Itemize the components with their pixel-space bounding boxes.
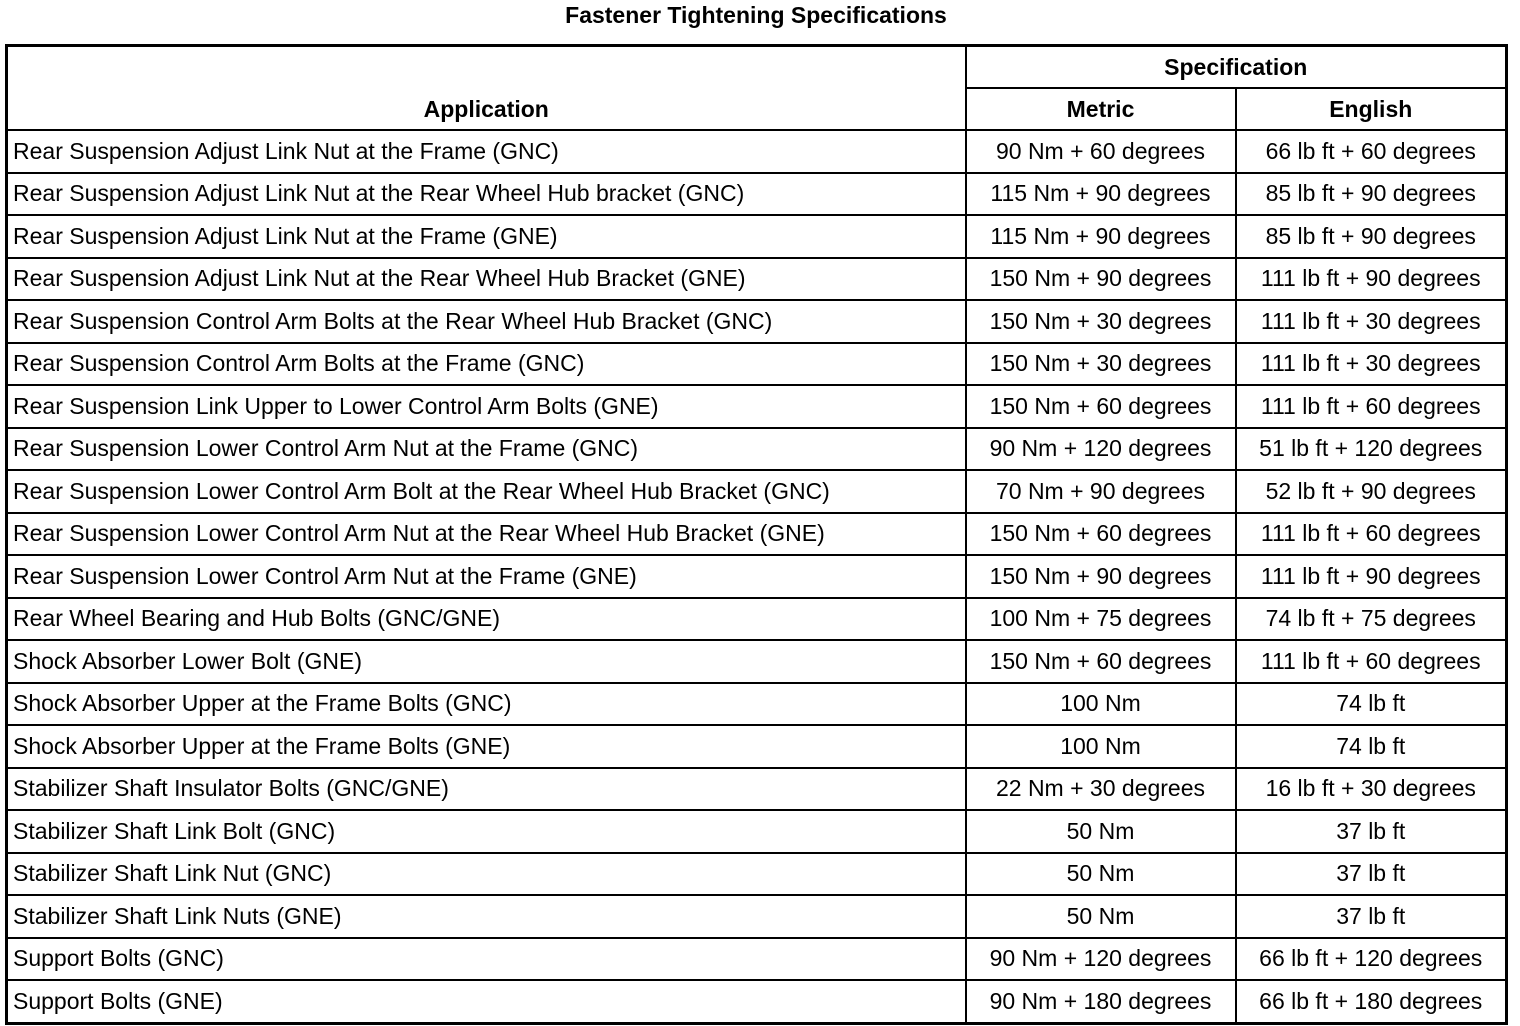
metric-cell: 150 Nm + 90 degrees (966, 258, 1236, 301)
application-cell: Support Bolts (GNC) (7, 938, 966, 981)
english-cell: 66 lb ft + 180 degrees (1236, 980, 1507, 1023)
application-cell: Rear Suspension Lower Control Arm Nut at the Frame (GNC) (7, 428, 966, 471)
header-specification: Specification (966, 46, 1507, 89)
application-cell: Shock Absorber Upper at the Frame Bolts (GNC) (7, 683, 966, 726)
metric-cell: 90 Nm + 120 degrees (966, 428, 1236, 471)
application-cell: Stabilizer Shaft Insulator Bolts (GNC/GNE) (7, 768, 966, 811)
metric-cell: 150 Nm + 60 degrees (966, 640, 1236, 683)
english-cell: 66 lb ft + 120 degrees (1236, 938, 1507, 981)
table-row (7, 980, 1507, 1023)
application-cell: Rear Suspension Adjust Link Nut at the Rear Wheel Hub Bracket (GNE) (7, 258, 966, 301)
table-row (7, 640, 1507, 683)
metric-cell: 90 Nm + 120 degrees (966, 938, 1236, 981)
table-row (7, 428, 1507, 471)
metric-cell: 100 Nm + 75 degrees (966, 598, 1236, 641)
application-cell: Rear Suspension Control Arm Bolts at the Rear Wheel Hub Bracket (GNC) (7, 300, 966, 343)
english-cell: 74 lb ft (1236, 725, 1507, 768)
english-cell: 74 lb ft + 75 degrees (1236, 598, 1507, 641)
metric-cell: 150 Nm + 90 degrees (966, 555, 1236, 598)
application-cell: Stabilizer Shaft Link Bolt (GNC) (7, 810, 966, 853)
english-cell: 51 lb ft + 120 degrees (1236, 428, 1507, 471)
english-cell: 111 lb ft + 30 degrees (1236, 300, 1507, 343)
table-row (7, 683, 1507, 726)
english-cell: 37 lb ft (1236, 853, 1507, 896)
application-cell: Support Bolts (GNE) (7, 980, 966, 1023)
application-cell: Shock Absorber Upper at the Frame Bolts (GNE) (7, 725, 966, 768)
header-metric: Metric (966, 88, 1236, 130)
table-row (7, 810, 1507, 853)
metric-cell: 115 Nm + 90 degrees (966, 173, 1236, 216)
application-cell: Rear Suspension Adjust Link Nut at the Rear Wheel Hub bracket (GNC) (7, 173, 966, 216)
english-cell: 111 lb ft + 30 degrees (1236, 343, 1507, 386)
english-cell: 16 lb ft + 30 degrees (1236, 768, 1507, 811)
table-row (7, 130, 1507, 173)
english-cell: 111 lb ft + 60 degrees (1236, 385, 1507, 428)
application-cell: Rear Suspension Lower Control Arm Nut at the Rear Wheel Hub Bracket (GNE) (7, 513, 966, 556)
header-row-top (7, 46, 1507, 89)
english-cell: 37 lb ft (1236, 895, 1507, 938)
english-cell: 111 lb ft + 90 degrees (1236, 555, 1507, 598)
metric-cell: 150 Nm + 60 degrees (966, 513, 1236, 556)
application-cell: Rear Suspension Lower Control Arm Nut at the Frame (GNE) (7, 555, 966, 598)
english-cell: 85 lb ft + 90 degrees (1236, 173, 1507, 216)
application-cell: Stabilizer Shaft Link Nut (GNC) (7, 853, 966, 896)
application-cell: Shock Absorber Lower Bolt (GNE) (7, 640, 966, 683)
table-row (7, 343, 1507, 386)
table-row (7, 768, 1507, 811)
application-cell: Rear Suspension Adjust Link Nut at the Frame (GNC) (7, 130, 966, 173)
metric-cell: 115 Nm + 90 degrees (966, 215, 1236, 258)
english-cell: 111 lb ft + 60 degrees (1236, 640, 1507, 683)
application-cell: Rear Suspension Lower Control Arm Bolt at the Rear Wheel Hub Bracket (GNC) (7, 470, 966, 513)
table-row (7, 895, 1507, 938)
table-row (7, 725, 1507, 768)
table-row (7, 385, 1507, 428)
application-cell: Rear Suspension Adjust Link Nut at the Frame (GNE) (7, 215, 966, 258)
english-cell: 52 lb ft + 90 degrees (1236, 470, 1507, 513)
metric-cell: 100 Nm (966, 683, 1236, 726)
header-english: English (1236, 88, 1507, 130)
metric-cell: 150 Nm + 30 degrees (966, 300, 1236, 343)
application-cell: Rear Suspension Link Upper to Lower Control Arm Bolts (GNE) (7, 385, 966, 428)
metric-cell: 150 Nm + 30 degrees (966, 343, 1236, 386)
table-row (7, 173, 1507, 216)
fastener-spec-table (5, 44, 1508, 1025)
metric-cell: 50 Nm (966, 810, 1236, 853)
table-body (7, 130, 1507, 1023)
table-row (7, 513, 1507, 556)
table-row (7, 853, 1507, 896)
table-row (7, 258, 1507, 301)
english-cell: 74 lb ft (1236, 683, 1507, 726)
header-application: Application (7, 46, 966, 131)
metric-cell: 50 Nm (966, 853, 1236, 896)
metric-cell: 90 Nm + 180 degrees (966, 980, 1236, 1023)
table-row (7, 598, 1507, 641)
metric-cell: 90 Nm + 60 degrees (966, 130, 1236, 173)
application-cell: Rear Wheel Bearing and Hub Bolts (GNC/GNE) (7, 598, 966, 641)
table-row (7, 555, 1507, 598)
table-row (7, 938, 1507, 981)
metric-cell: 50 Nm (966, 895, 1236, 938)
metric-cell: 70 Nm + 90 degrees (966, 470, 1236, 513)
english-cell: 85 lb ft + 90 degrees (1236, 215, 1507, 258)
metric-cell: 100 Nm (966, 725, 1236, 768)
application-cell: Stabilizer Shaft Link Nuts (GNE) (7, 895, 966, 938)
table-row (7, 300, 1507, 343)
metric-cell: 22 Nm + 30 degrees (966, 768, 1236, 811)
english-cell: 111 lb ft + 90 degrees (1236, 258, 1507, 301)
application-cell: Rear Suspension Control Arm Bolts at the Frame (GNC) (7, 343, 966, 386)
english-cell: 66 lb ft + 60 degrees (1236, 130, 1507, 173)
table-row (7, 215, 1507, 258)
metric-cell: 150 Nm + 60 degrees (966, 385, 1236, 428)
page-title: Fastener Tightening Specifications (565, 2, 947, 28)
english-cell: 111 lb ft + 60 degrees (1236, 513, 1507, 556)
table-row (7, 470, 1507, 513)
english-cell: 37 lb ft (1236, 810, 1507, 853)
